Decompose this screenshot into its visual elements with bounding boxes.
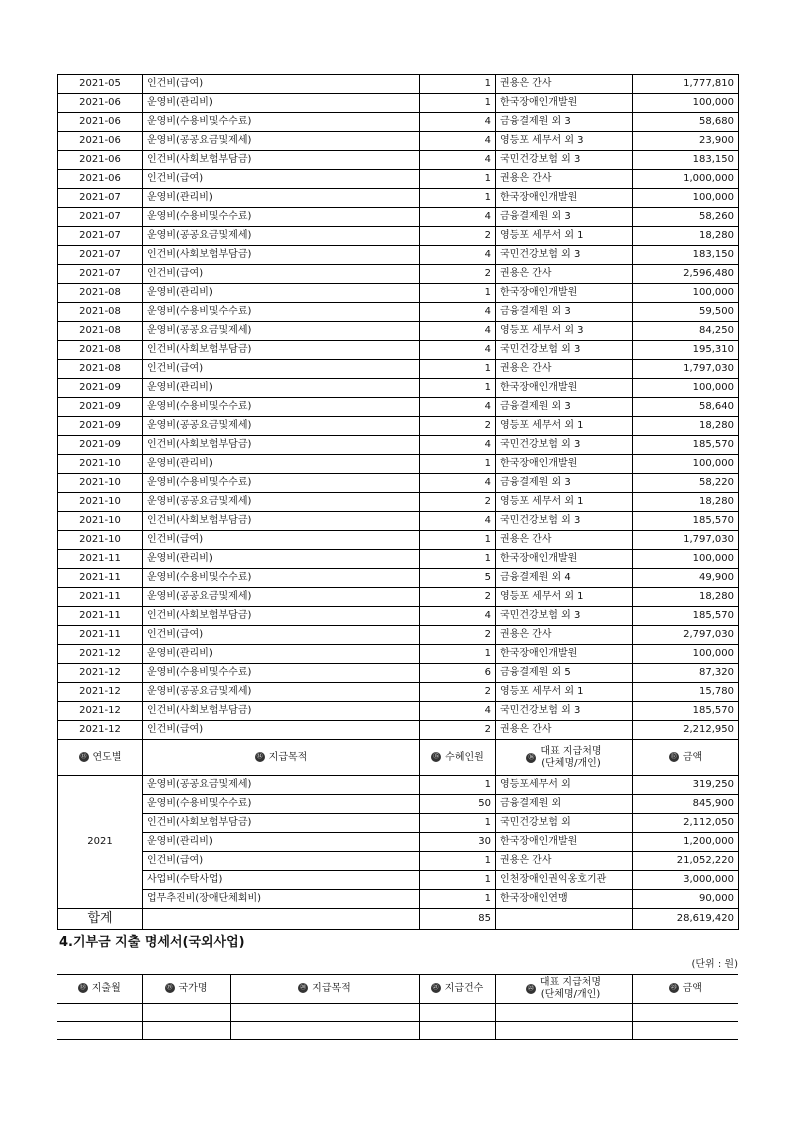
- row-recipient: 한국장애인개발원: [496, 379, 633, 398]
- circled-number: ㉓: [670, 984, 677, 991]
- table-row: [58, 455, 739, 474]
- table-row: [58, 814, 739, 833]
- row-count: 2: [420, 683, 496, 702]
- row-purpose: 인건비(급여): [143, 626, 420, 645]
- row-purpose: 운영비(수용비및수수료): [143, 474, 420, 493]
- row-count: 4: [420, 322, 496, 341]
- row-count: 2: [420, 626, 496, 645]
- row-amount: 2,112,050: [633, 814, 739, 833]
- row-purpose: 운영비(공공요금및제세): [143, 322, 420, 341]
- row-count: 2: [420, 265, 496, 284]
- header-count: 지급건수: [444, 983, 484, 994]
- row-month: 2021-08: [58, 284, 143, 303]
- row-month: 2021-07: [58, 246, 143, 265]
- table-row: [58, 341, 739, 360]
- row-recipient: 국민건강보험 외: [496, 814, 633, 833]
- row-month: 2021-12: [58, 721, 143, 740]
- row-amount: 18,280: [633, 493, 739, 512]
- row-month: 2021-06: [58, 132, 143, 151]
- table-row: [58, 588, 739, 607]
- table-row: [58, 417, 739, 436]
- row-month: 2021-10: [58, 531, 143, 550]
- header-amount: 금액: [682, 983, 702, 994]
- circled-number: ⑲: [166, 984, 173, 991]
- row-recipient: 금융결제원 외 3: [496, 303, 633, 322]
- table-row: [58, 607, 739, 626]
- header-country: 국가명: [178, 983, 208, 994]
- row-purpose: 인건비(급여): [143, 170, 420, 189]
- row-count: 1: [420, 890, 496, 909]
- table-row: [58, 189, 739, 208]
- row-amount: 21,052,220: [633, 852, 739, 871]
- header-recipient-line1: 대표 지급처명: [539, 977, 602, 988]
- row-purpose: 운영비(수용비및수수료): [143, 398, 420, 417]
- row-purpose: 운영비(관리비): [143, 833, 420, 852]
- row-purpose: 인건비(급여): [143, 75, 420, 94]
- row-purpose: 운영비(관리비): [143, 645, 420, 664]
- row-purpose: 인건비(사회보험부담금): [143, 702, 420, 721]
- row-recipient: 국민건강보험 외 3: [496, 436, 633, 455]
- row-recipient: 권용은 간사: [496, 531, 633, 550]
- row-recipient: 국민건강보험 외 3: [496, 512, 633, 531]
- row-recipient: 권용은 간사: [496, 75, 633, 94]
- row-recipient: 인천장애인권익옹호기관: [496, 871, 633, 890]
- table-row: [58, 265, 739, 284]
- table-row: [58, 474, 739, 493]
- year-cell: 2021: [58, 776, 143, 909]
- row-recipient: 한국장애인개발원: [496, 455, 633, 474]
- row-count: 1: [420, 550, 496, 569]
- row-purpose: 인건비(사회보험부담금): [143, 814, 420, 833]
- row-amount: 100,000: [633, 645, 739, 664]
- row-recipient: 한국장애인개발원: [496, 645, 633, 664]
- row-count: 1: [420, 814, 496, 833]
- row-purpose: 운영비(수용비및수수료): [143, 569, 420, 588]
- row-count: 1: [420, 170, 496, 189]
- row-purpose: 운영비(관리비): [143, 94, 420, 113]
- circled-number: ㉒: [527, 985, 534, 992]
- row-recipient: 한국장애인개발원: [496, 550, 633, 569]
- row-amount: 185,570: [633, 702, 739, 721]
- row-month: 2021-07: [58, 208, 143, 227]
- row-purpose: 운영비(공공요금및제세): [143, 588, 420, 607]
- blank-row: [57, 1022, 738, 1040]
- yearly-rows: [58, 776, 739, 909]
- row-purpose: 인건비(급여): [143, 531, 420, 550]
- total-count: 85: [420, 909, 496, 930]
- row-recipient: 국민건강보험 외 3: [496, 246, 633, 265]
- row-amount: 58,640: [633, 398, 739, 417]
- row-amount: 100,000: [633, 379, 739, 398]
- row-recipient: 권용은 간사: [496, 170, 633, 189]
- row-recipient: 금융결제원 외 3: [496, 113, 633, 132]
- row-purpose: 사업비(수탁사업): [143, 871, 420, 890]
- row-count: 4: [420, 512, 496, 531]
- row-count: 2: [420, 588, 496, 607]
- row-recipient: 금융결제원 외 5: [496, 664, 633, 683]
- unit-label: (단위 : 원): [691, 959, 738, 970]
- total-row: [58, 909, 739, 930]
- circled-number: ㉑: [432, 984, 439, 991]
- table-row: [58, 702, 739, 721]
- table-row: [58, 94, 739, 113]
- row-month: 2021-07: [58, 227, 143, 246]
- row-purpose: 운영비(수용비및수수료): [143, 303, 420, 322]
- row-count: 5: [420, 569, 496, 588]
- row-purpose: 인건비(사회보험부담금): [143, 246, 420, 265]
- row-recipient: 권용은 간사: [496, 626, 633, 645]
- row-count: 2: [420, 493, 496, 512]
- row-month: 2021-06: [58, 113, 143, 132]
- table-row: [58, 852, 739, 871]
- header-beneficiaries: 수혜인원: [445, 751, 484, 763]
- row-count: 4: [420, 208, 496, 227]
- row-recipient: 금융결제원 외 3: [496, 474, 633, 493]
- row-recipient: 한국장애인개발원: [496, 284, 633, 303]
- row-month: 2021-11: [58, 550, 143, 569]
- row-month: 2021-05: [58, 75, 143, 94]
- row-month: 2021-09: [58, 436, 143, 455]
- row-purpose: 운영비(공공요금및제세): [143, 776, 420, 795]
- row-purpose: 운영비(수용비및수수료): [143, 208, 420, 227]
- table-row: [58, 303, 739, 322]
- row-purpose: 인건비(사회보험부담금): [143, 151, 420, 170]
- table-row: [58, 493, 739, 512]
- expenditure-table: [57, 74, 739, 930]
- row-amount: 15,780: [633, 683, 739, 702]
- row-recipient: 국민건강보험 외 3: [496, 341, 633, 360]
- row-month: 2021-08: [58, 360, 143, 379]
- row-amount: 58,680: [633, 113, 739, 132]
- total-amount: 28,619,420: [633, 909, 739, 930]
- row-amount: 195,310: [633, 341, 739, 360]
- row-month: 2021-11: [58, 569, 143, 588]
- row-purpose: 운영비(공공요금및제세): [143, 227, 420, 246]
- row-amount: 1,797,030: [633, 531, 739, 550]
- row-count: 1: [420, 360, 496, 379]
- total-blank: [496, 909, 633, 930]
- row-month: 2021-11: [58, 588, 143, 607]
- yearly-header-row: [58, 740, 739, 776]
- overseas-header-row: [57, 975, 738, 1004]
- table-row: [58, 664, 739, 683]
- row-recipient: 한국장애인연맹: [496, 890, 633, 909]
- row-count: 1: [420, 852, 496, 871]
- circled-number: ⑬: [80, 752, 87, 760]
- row-purpose: 인건비(사회보험부담금): [143, 341, 420, 360]
- table-row: [58, 227, 739, 246]
- row-count: 1: [420, 379, 496, 398]
- blank-row: [57, 1004, 738, 1022]
- row-count: 4: [420, 246, 496, 265]
- row-amount: 90,000: [633, 890, 739, 909]
- row-month: 2021-12: [58, 702, 143, 721]
- row-amount: 100,000: [633, 189, 739, 208]
- row-month: 2021-08: [58, 303, 143, 322]
- table-row: [58, 833, 739, 852]
- table-row: [58, 379, 739, 398]
- row-amount: 2,212,950: [633, 721, 739, 740]
- row-amount: 100,000: [633, 550, 739, 569]
- row-amount: 58,260: [633, 208, 739, 227]
- table-row: [58, 626, 739, 645]
- yearly-section: [58, 740, 739, 776]
- row-amount: 3,000,000: [633, 871, 739, 890]
- row-month: 2021-12: [58, 664, 143, 683]
- row-purpose: 운영비(관리비): [143, 455, 420, 474]
- table-row: [58, 776, 739, 795]
- row-amount: 100,000: [633, 284, 739, 303]
- row-month: 2021-10: [58, 493, 143, 512]
- table-row: [58, 683, 739, 702]
- row-recipient: 권용은 간사: [496, 852, 633, 871]
- total-blank: [143, 909, 420, 930]
- row-count: 6: [420, 664, 496, 683]
- row-count: 1: [420, 645, 496, 664]
- header-purpose: 지급목적: [312, 983, 351, 994]
- table-row: [58, 208, 739, 227]
- row-count: 4: [420, 151, 496, 170]
- row-count: 4: [420, 607, 496, 626]
- row-month: 2021-07: [58, 189, 143, 208]
- row-month: 2021-09: [58, 417, 143, 436]
- row-month: 2021-09: [58, 398, 143, 417]
- row-amount: 185,570: [633, 512, 739, 531]
- row-amount: 84,250: [633, 322, 739, 341]
- row-amount: 100,000: [633, 94, 739, 113]
- row-month: 2021-06: [58, 170, 143, 189]
- row-count: 1: [420, 455, 496, 474]
- row-recipient: 권용은 간사: [496, 265, 633, 284]
- table-row: [58, 721, 739, 740]
- row-recipient: 국민건강보험 외 3: [496, 151, 633, 170]
- header-amount: 금액: [682, 751, 703, 763]
- row-month: 2021-12: [58, 645, 143, 664]
- row-month: 2021-06: [58, 151, 143, 170]
- header-year: 연도별: [92, 751, 122, 763]
- row-amount: 59,500: [633, 303, 739, 322]
- row-count: 2: [420, 227, 496, 246]
- table-row: [58, 151, 739, 170]
- table-row: [58, 246, 739, 265]
- row-count: 4: [420, 702, 496, 721]
- row-amount: 23,900: [633, 132, 739, 151]
- row-recipient: 한국장애인개발원: [496, 189, 633, 208]
- header-recipient-line1: 대표 지급처명: [540, 745, 602, 757]
- row-purpose: 인건비(급여): [143, 265, 420, 284]
- header-purpose: 지급목적: [268, 751, 308, 763]
- table-row: [58, 322, 739, 341]
- table-row: [58, 531, 739, 550]
- table-row: [58, 645, 739, 664]
- row-amount: 185,570: [633, 436, 739, 455]
- row-month: 2021-10: [58, 512, 143, 531]
- row-month: 2021-10: [58, 455, 143, 474]
- row-amount: 2,797,030: [633, 626, 739, 645]
- row-recipient: 한국장애인개발원: [496, 94, 633, 113]
- row-count: 50: [420, 795, 496, 814]
- table-row: [58, 75, 739, 94]
- row-recipient: 영등포 세무서 외 1: [496, 683, 633, 702]
- table-row: [58, 512, 739, 531]
- row-recipient: 영등포세무서 외: [496, 776, 633, 795]
- row-count: 4: [420, 303, 496, 322]
- document-page: [57, 74, 738, 1040]
- row-purpose: 인건비(사회보험부담금): [143, 512, 420, 531]
- row-amount: 1,797,030: [633, 360, 739, 379]
- row-purpose: 운영비(수용비및수수료): [143, 795, 420, 814]
- row-recipient: 금융결제원 외: [496, 795, 633, 814]
- row-amount: 183,150: [633, 151, 739, 170]
- total-section: [58, 909, 739, 930]
- row-recipient: 금융결제원 외 3: [496, 398, 633, 417]
- row-amount: 183,150: [633, 246, 739, 265]
- row-purpose: 운영비(관리비): [143, 550, 420, 569]
- row-count: 4: [420, 436, 496, 455]
- total-label: 합계: [58, 909, 143, 930]
- row-month: 2021-07: [58, 265, 143, 284]
- row-amount: 1,777,810: [633, 75, 739, 94]
- table-row: [58, 890, 739, 909]
- row-count: 1: [420, 284, 496, 303]
- row-amount: 18,280: [633, 417, 739, 436]
- row-count: 4: [420, 474, 496, 493]
- row-count: 4: [420, 398, 496, 417]
- table-row: [58, 170, 739, 189]
- row-amount: 18,280: [633, 227, 739, 246]
- row-amount: 2,596,480: [633, 265, 739, 284]
- row-purpose: 운영비(관리비): [143, 284, 420, 303]
- monthly-rows: [58, 75, 739, 740]
- row-amount: 58,220: [633, 474, 739, 493]
- row-amount: 1,200,000: [633, 833, 739, 852]
- row-recipient: 한국장애인개발원: [496, 833, 633, 852]
- row-amount: 845,900: [633, 795, 739, 814]
- row-count: 1: [420, 531, 496, 550]
- header-recipient-line2: (단체명/개인): [540, 989, 601, 1000]
- row-amount: 185,570: [633, 607, 739, 626]
- row-count: 1: [420, 94, 496, 113]
- row-count: 1: [420, 776, 496, 795]
- row-purpose: 운영비(공공요금및제세): [143, 417, 420, 436]
- row-month: 2021-10: [58, 474, 143, 493]
- row-count: 1: [420, 189, 496, 208]
- row-recipient: 영등포 세무서 외 3: [496, 132, 633, 151]
- circled-number: ⑯: [528, 753, 535, 761]
- row-purpose: 운영비(수용비및수수료): [143, 664, 420, 683]
- row-purpose: 운영비(공공요금및제세): [143, 683, 420, 702]
- table-row: [58, 132, 739, 151]
- row-recipient: 권용은 간사: [496, 360, 633, 379]
- row-count: 4: [420, 113, 496, 132]
- row-purpose: 운영비(공공요금및제세): [143, 493, 420, 512]
- row-purpose: 인건비(사회보험부담금): [143, 436, 420, 455]
- header-month: 지출월: [91, 983, 121, 994]
- row-count: 2: [420, 417, 496, 436]
- row-count: 1: [420, 871, 496, 890]
- table-row: [58, 871, 739, 890]
- row-purpose: 인건비(사회보험부담금): [143, 607, 420, 626]
- row-amount: 100,000: [633, 455, 739, 474]
- row-recipient: 국민건강보험 외 3: [496, 702, 633, 721]
- row-count: 1: [420, 75, 496, 94]
- row-amount: 319,250: [633, 776, 739, 795]
- row-count: 30: [420, 833, 496, 852]
- row-purpose: 운영비(공공요금및제세): [143, 132, 420, 151]
- table-row: [58, 795, 739, 814]
- row-purpose: 운영비(수용비및수수료): [143, 113, 420, 132]
- table-row: [58, 436, 739, 455]
- row-purpose: 운영비(관리비): [143, 379, 420, 398]
- row-amount: 87,320: [633, 664, 739, 683]
- row-recipient: 권용은 간사: [496, 721, 633, 740]
- table-row: [58, 113, 739, 132]
- row-recipient: 금융결제원 외 3: [496, 208, 633, 227]
- row-recipient: 금융결제원 외 4: [496, 569, 633, 588]
- row-month: 2021-11: [58, 607, 143, 626]
- row-month: 2021-08: [58, 341, 143, 360]
- row-recipient: 영등포 세무서 외 1: [496, 588, 633, 607]
- circled-number: ⑳: [300, 984, 307, 991]
- overseas-table: [57, 974, 738, 1040]
- row-month: 2021-11: [58, 626, 143, 645]
- row-recipient: 영등포 세무서 외 1: [496, 417, 633, 436]
- row-recipient: 국민건강보험 외 3: [496, 607, 633, 626]
- circled-number: ⑮: [433, 752, 440, 760]
- table-row: [58, 360, 739, 379]
- row-recipient: 영등포 세무서 외 3: [496, 322, 633, 341]
- row-purpose: 인건비(급여): [143, 721, 420, 740]
- circled-number: ⑰: [670, 752, 677, 760]
- row-count: 4: [420, 341, 496, 360]
- table-row: [58, 569, 739, 588]
- circled-number: ⑭: [256, 752, 263, 760]
- row-purpose: 운영비(관리비): [143, 189, 420, 208]
- row-purpose: 업무추진비(장애단체회비): [143, 890, 420, 909]
- row-month: 2021-12: [58, 683, 143, 702]
- row-amount: 1,000,000: [633, 170, 739, 189]
- header-recipient-line2: (단체명/개인): [541, 757, 601, 769]
- row-month: 2021-06: [58, 94, 143, 113]
- row-month: 2021-08: [58, 322, 143, 341]
- row-month: 2021-09: [58, 379, 143, 398]
- row-amount: 18,280: [633, 588, 739, 607]
- row-count: 4: [420, 132, 496, 151]
- row-amount: 49,900: [633, 569, 739, 588]
- circled-number: ⑱: [79, 984, 86, 991]
- table-row: [58, 550, 739, 569]
- row-recipient: 영등포 세무서 외 1: [496, 227, 633, 246]
- section4-title: 4.기부금 지출 명세서(국외사업): [59, 935, 245, 950]
- table-row: [58, 284, 739, 303]
- row-purpose: 인건비(급여): [143, 852, 420, 871]
- row-purpose: 인건비(급여): [143, 360, 420, 379]
- row-count: 2: [420, 721, 496, 740]
- table-row: [58, 398, 739, 417]
- row-recipient: 영등포 세무서 외 1: [496, 493, 633, 512]
